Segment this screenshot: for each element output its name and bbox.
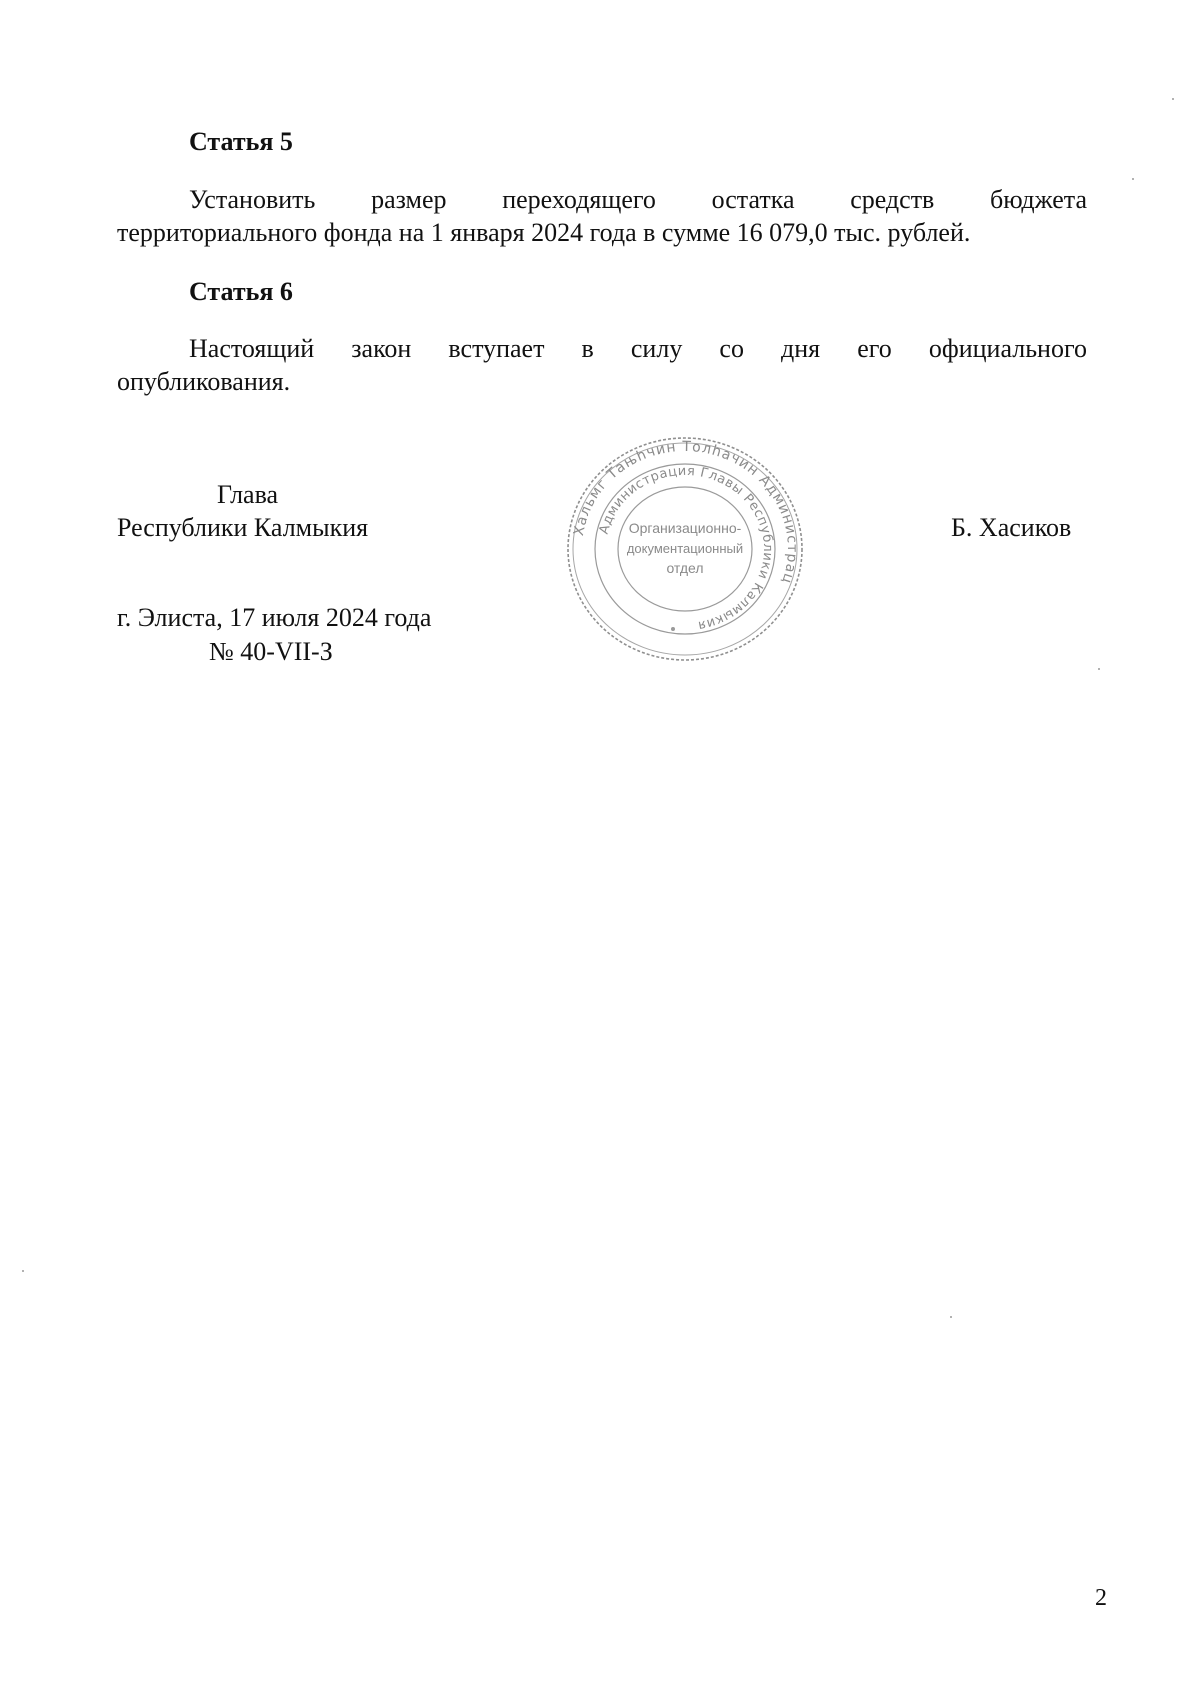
place-date: г. Элиста, 17 июля 2024 года (117, 603, 432, 632)
scan-speck (1098, 668, 1100, 670)
article-6-line-2: опубликования. (117, 367, 291, 396)
stamp-star-mark (671, 627, 675, 631)
article-5-line-1: Установить размер переходящего остатка средств бюджета (189, 185, 1087, 214)
article-6-text (117, 332, 1087, 398)
page-number: 2 (1095, 1585, 1107, 1611)
stamp-ring-text: Администрация Главы Республики Калмыкия (596, 463, 776, 634)
stamp-center-line-3: отдел (666, 560, 704, 576)
stamp-center-line-1: Организационно- (628, 520, 742, 536)
scan-speck (950, 1316, 952, 1318)
official-stamp (564, 435, 806, 664)
article-6-heading: Статья 6 (189, 277, 293, 306)
article-5-line-2: территориального фонда на 1 января 2024 года в сумме 16 079,0 тыс. рублей. (117, 218, 971, 247)
signature-title-line-1: Глава (217, 480, 279, 509)
article-6-line-1: Настоящий закон вступает в силу со дня его официального (189, 334, 1087, 363)
signatory-name: Б. Хасиков (951, 513, 1072, 542)
scan-speck (1132, 178, 1134, 180)
signature-title-line-2: Республики Калмыкия (117, 513, 369, 542)
article-5-text (117, 183, 1087, 249)
stamp-outer-text: Хальмг Тањhчин Толhачин Администрац (570, 438, 801, 587)
law-number: № 40-VII-З (209, 637, 333, 666)
scan-speck (1172, 98, 1174, 100)
stamp-center-line-2: документационный (626, 541, 744, 556)
article-5-heading: Статья 5 (189, 127, 293, 156)
scan-speck (22, 1270, 24, 1272)
